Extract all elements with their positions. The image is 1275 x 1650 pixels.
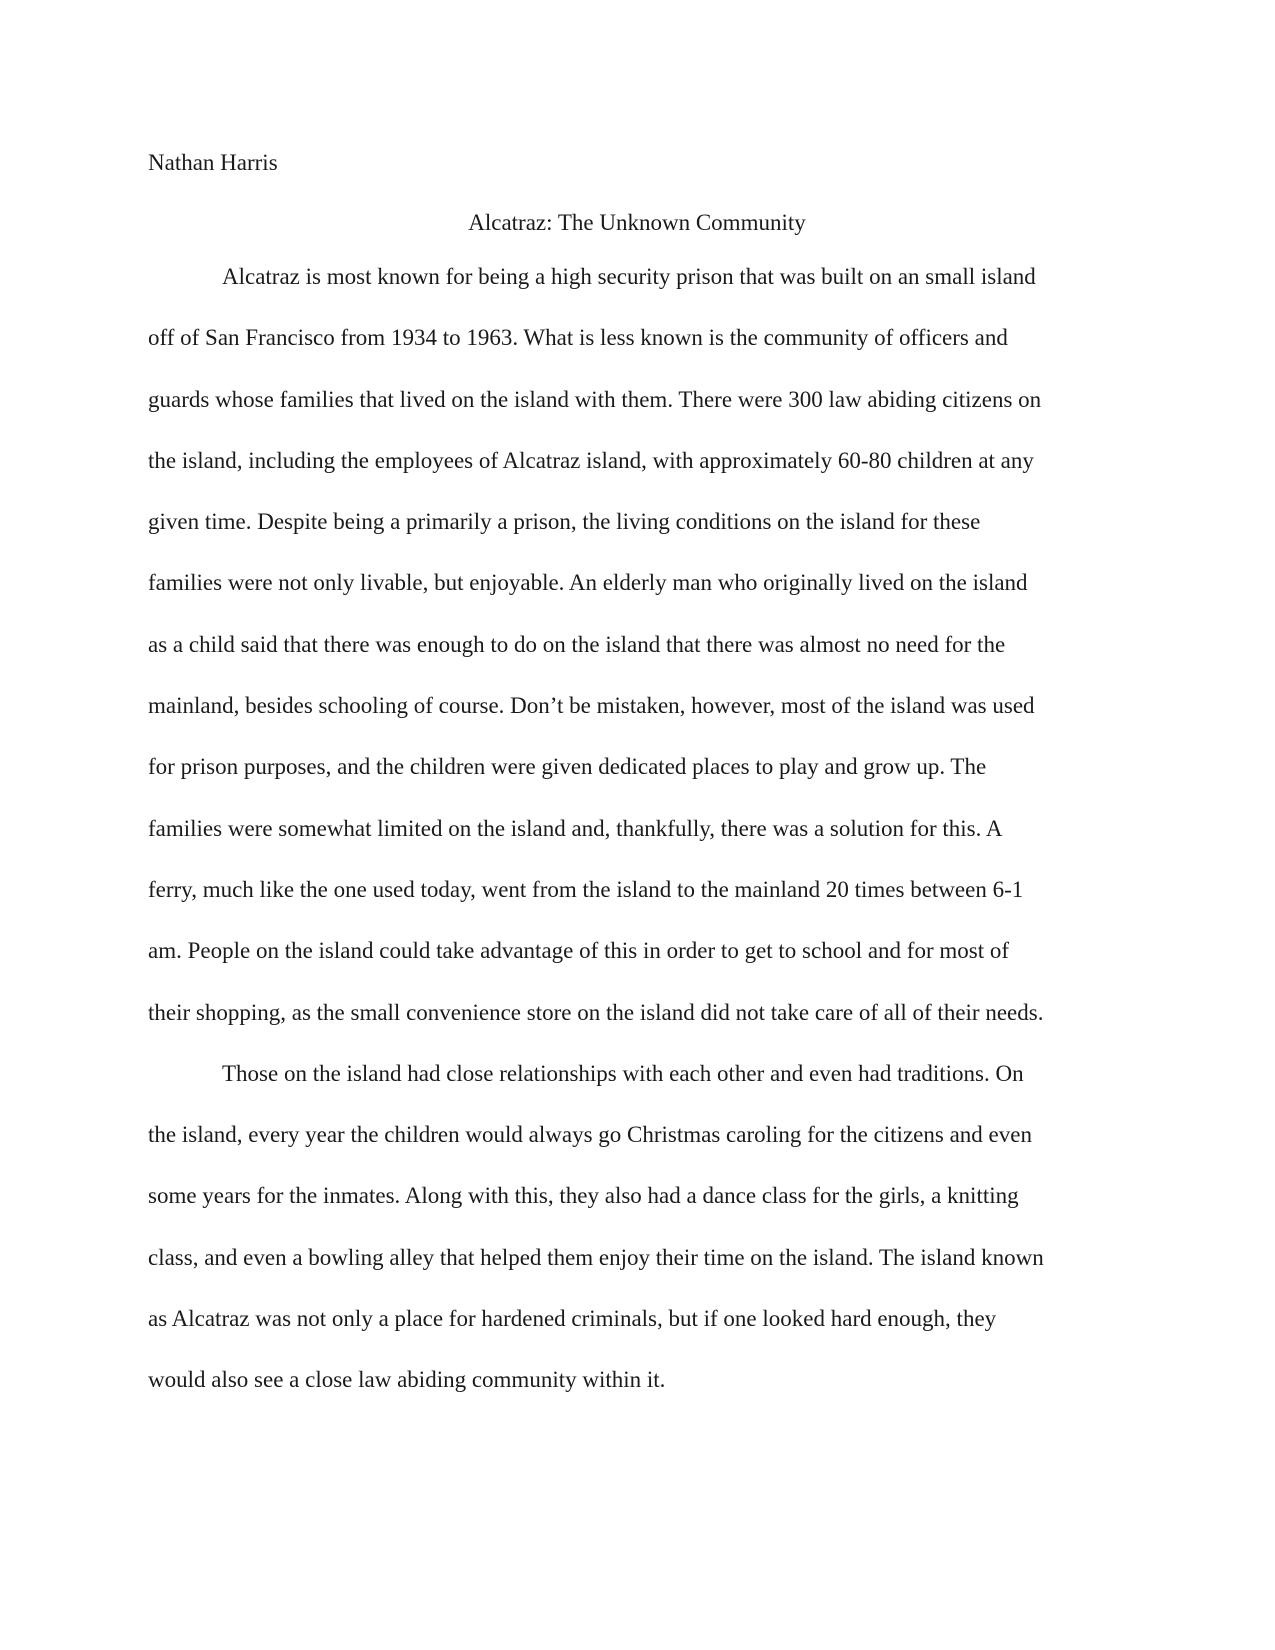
text-line: their shopping, as the small convenience store on the island did not take care of all of their needs. bbox=[148, 999, 1044, 1025]
text-line: the island, including the employees of Alcatraz island, with approximately 60-80 children at any bbox=[148, 447, 1034, 473]
text-line: families were somewhat limited on the island and, thankfully, there was a solution for this. A bbox=[148, 815, 1003, 841]
essay-body bbox=[148, 262, 1128, 1427]
paragraph-2 bbox=[148, 1059, 1128, 1427]
text-line: guards whose families that lived on the island with them. There were 300 law abiding citizens on bbox=[148, 386, 1042, 412]
text-line: am. People on the island could take advantage of this in order to get to school and for most of bbox=[148, 938, 1010, 964]
text-line: as a child said that there was enough to do on the island that there was almost no need for the bbox=[148, 631, 1006, 657]
text-line: class, and even a bowling alley that helped them enjoy their time on the island. The island known bbox=[148, 1244, 1044, 1270]
text-line: the island, every year the children would always go Christmas caroling for the citizens and even bbox=[148, 1122, 1032, 1148]
text-line: Those on the island had close relationships with each other and even had traditions. On bbox=[222, 1060, 1024, 1086]
text-line: would also see a close law abiding community within it. bbox=[148, 1367, 666, 1393]
paragraph-1 bbox=[148, 262, 1128, 1059]
essay-title: Alcatraz: The Unknown Community bbox=[468, 210, 806, 235]
text-line: families were not only livable, but enjoyable. An elderly man who originally lived on the island bbox=[148, 570, 1028, 596]
text-line: off of San Francisco from 1934 to 1963. What is less known is the community of officers and bbox=[148, 325, 1008, 351]
text-line: given time. Despite being a primarily a prison, the living conditions on the island for these bbox=[148, 509, 981, 535]
text-line: ferry, much like the one used today, went from the island to the mainland 20 times between 6-1 bbox=[148, 876, 1024, 902]
author-name: Nathan Harris bbox=[148, 150, 278, 175]
text-line: as Alcatraz was not only a place for hardened criminals, but if one looked hard enough, they bbox=[148, 1306, 997, 1332]
text-line: Alcatraz is most known for being a high security prison that was built on an small island bbox=[222, 264, 1036, 289]
text-line: mainland, besides schooling of course. Don’t be mistaken, however, most of the island was used bbox=[148, 693, 1035, 719]
text-line: for prison purposes, and the children were given dedicated places to play and grow up. The bbox=[148, 754, 987, 780]
text-line: some years for the inmates. Along with this, they also had a dance class for the girls, a knitting bbox=[148, 1183, 1019, 1209]
